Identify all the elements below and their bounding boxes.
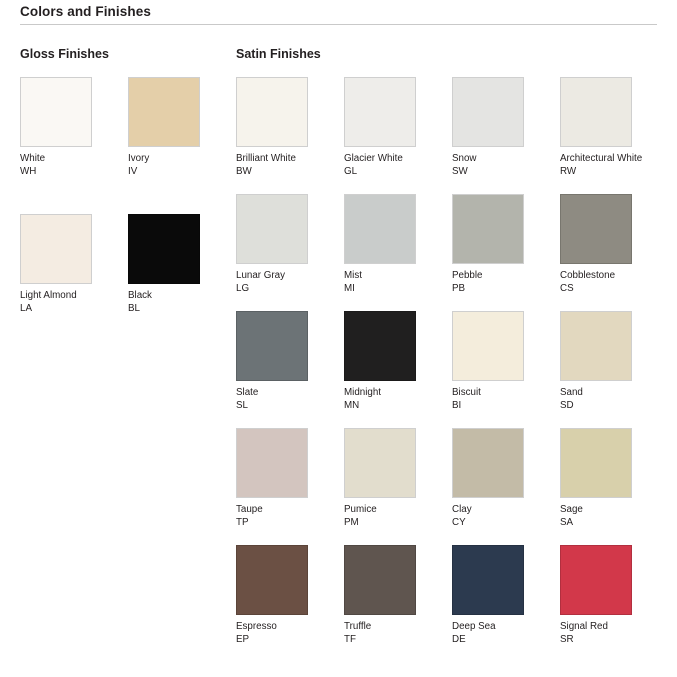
swatch-name: Pumice xyxy=(344,504,377,515)
swatch-code: IV xyxy=(128,165,138,177)
swatch-cell[interactable] xyxy=(560,194,668,295)
swatch-cell[interactable] xyxy=(452,194,560,295)
swatch-name: White xyxy=(20,153,46,164)
color-chip[interactable] xyxy=(344,194,416,264)
swatch-name: Taupe xyxy=(236,504,263,515)
gloss-section-heading: Gloss Finishes xyxy=(20,47,109,61)
satin-section-heading: Satin Finishes xyxy=(236,47,321,61)
color-chip[interactable] xyxy=(236,311,308,381)
swatch-name: Cobblestone xyxy=(560,270,616,281)
swatch-cell[interactable] xyxy=(128,214,236,315)
color-chip[interactable] xyxy=(344,311,416,381)
gloss-swatch-grid xyxy=(20,77,236,331)
color-chip[interactable] xyxy=(452,545,524,615)
swatch-code: CS xyxy=(560,282,574,294)
swatch-cell[interactable] xyxy=(560,311,668,412)
satin-finishes-section xyxy=(236,25,677,662)
swatch-code: SD xyxy=(560,399,574,411)
swatch-name: Sand xyxy=(560,387,583,398)
swatch-cell[interactable] xyxy=(344,194,452,295)
swatch-name: Slate xyxy=(236,387,259,398)
swatch-code: TP xyxy=(236,516,249,528)
swatch-name: Architectural White xyxy=(560,153,643,164)
color-chip[interactable] xyxy=(560,311,632,381)
swatch-code: SR xyxy=(560,633,574,645)
swatch-cell[interactable] xyxy=(128,77,236,178)
swatch-cell[interactable] xyxy=(560,545,668,646)
swatch-code: LG xyxy=(236,282,250,294)
swatch-cell[interactable] xyxy=(452,311,560,412)
swatch-code: TF xyxy=(344,633,356,645)
color-chip[interactable] xyxy=(20,214,92,284)
color-chip[interactable] xyxy=(236,194,308,264)
swatch-code: MN xyxy=(344,399,360,411)
swatch-code: DE xyxy=(452,633,466,645)
color-chip[interactable] xyxy=(452,428,524,498)
swatch-cell[interactable] xyxy=(344,311,452,412)
color-chip[interactable] xyxy=(344,428,416,498)
swatch-cell[interactable] xyxy=(344,77,452,178)
swatch-name: Clay xyxy=(452,504,472,515)
swatch-code: PB xyxy=(452,282,466,294)
color-chip[interactable] xyxy=(560,77,632,147)
color-chip[interactable] xyxy=(452,194,524,264)
swatch-name: Mist xyxy=(344,270,362,281)
color-chip[interactable] xyxy=(128,77,200,147)
color-chip[interactable] xyxy=(236,77,308,147)
color-chip[interactable] xyxy=(236,545,308,615)
swatch-cell[interactable] xyxy=(236,428,344,529)
color-chip[interactable] xyxy=(344,545,416,615)
swatch-name: Pebble xyxy=(452,270,483,281)
color-chip[interactable] xyxy=(560,545,632,615)
swatch-code: WH xyxy=(20,165,37,177)
swatch-cell[interactable] xyxy=(452,428,560,529)
color-chip[interactable] xyxy=(344,77,416,147)
satin-swatch-grid xyxy=(236,77,677,662)
swatch-cell[interactable] xyxy=(236,77,344,178)
swatch-name: Glacier White xyxy=(344,153,403,164)
swatch-cell[interactable] xyxy=(560,428,668,529)
swatch-code: LA xyxy=(20,302,32,314)
swatch-code: MI xyxy=(344,282,355,294)
swatch-code: EP xyxy=(236,633,250,645)
swatch-code: RW xyxy=(560,165,577,177)
color-chip[interactable] xyxy=(452,311,524,381)
swatch-code: PM xyxy=(344,516,359,528)
swatch-cell[interactable] xyxy=(20,214,128,315)
swatch-name: Lunar Gray xyxy=(236,270,286,281)
color-chip[interactable] xyxy=(20,77,92,147)
swatch-name: Deep Sea xyxy=(452,621,496,632)
color-chip[interactable] xyxy=(560,194,632,264)
gloss-finishes-section xyxy=(0,25,236,662)
swatch-name: Midnight xyxy=(344,387,382,398)
swatch-cell[interactable] xyxy=(236,311,344,412)
swatch-name: Biscuit xyxy=(452,387,481,398)
swatch-name: Sage xyxy=(560,504,583,515)
swatch-cell[interactable] xyxy=(344,545,452,646)
swatch-name: Signal Red xyxy=(560,621,608,632)
swatch-code: BW xyxy=(236,165,252,177)
swatch-cell[interactable] xyxy=(20,77,128,178)
swatch-code: GL xyxy=(344,165,358,177)
swatch-name: Black xyxy=(128,290,152,301)
swatch-code: CY xyxy=(452,516,466,528)
color-chip[interactable] xyxy=(452,77,524,147)
swatch-cell[interactable] xyxy=(344,428,452,529)
finish-columns xyxy=(0,25,677,662)
swatch-name: Snow xyxy=(452,153,477,164)
swatch-name: Light Almond xyxy=(20,290,77,301)
swatch-cell[interactable] xyxy=(236,194,344,295)
swatch-name: Ivory xyxy=(128,153,150,164)
swatch-code: SL xyxy=(236,399,248,411)
swatch-cell[interactable] xyxy=(560,77,668,178)
swatch-code: BI xyxy=(452,399,462,411)
swatch-cell[interactable] xyxy=(452,77,560,178)
swatch-code: BL xyxy=(128,302,140,314)
swatch-name: Espresso xyxy=(236,621,277,632)
swatch-name: Truffle xyxy=(344,621,372,632)
color-chip[interactable] xyxy=(560,428,632,498)
page-title: Colors and Finishes xyxy=(20,4,151,19)
swatch-cell[interactable] xyxy=(236,545,344,646)
swatch-cell[interactable] xyxy=(452,545,560,646)
color-chip[interactable] xyxy=(128,214,200,284)
color-chip[interactable] xyxy=(236,428,308,498)
swatch-code: SA xyxy=(560,516,574,528)
swatch-code: SW xyxy=(452,165,468,177)
swatch-name: Brilliant White xyxy=(236,153,296,164)
